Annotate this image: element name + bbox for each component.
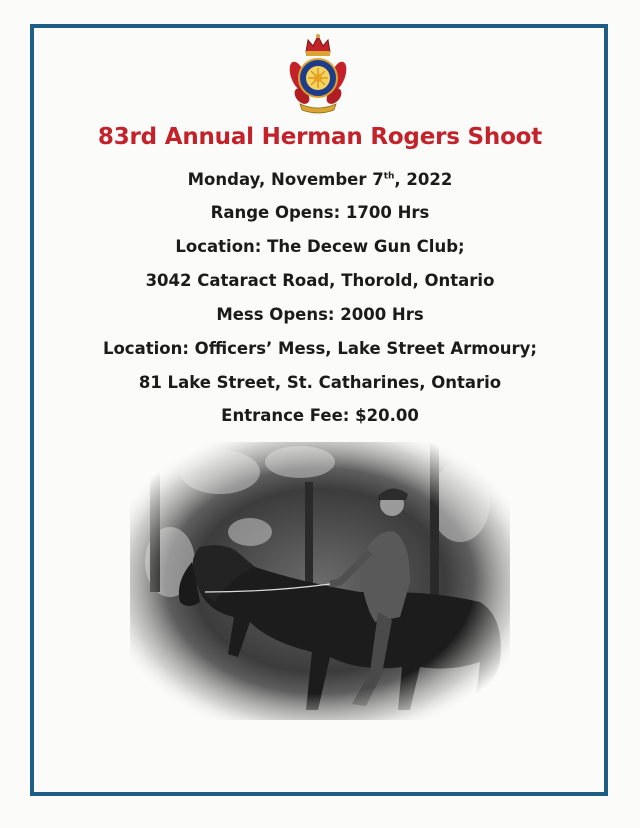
- date-suffix: , 2022: [394, 170, 453, 189]
- address-armoury: 81 Lake Street, St. Catharines, Ontario: [138, 373, 502, 392]
- event-date: [34, 170, 606, 189]
- mounted-officer-photo: [130, 442, 510, 720]
- entrance-fee: Entrance Fee: $20.00: [221, 406, 419, 425]
- range-opens: Range Opens: 1700 Hrs: [210, 203, 430, 222]
- location-officers-mess: Location: Officers’ Mess, Lake Street Armoury;: [102, 339, 538, 358]
- address-gun-club: 3042 Cataract Road, Thorold, Ontario: [145, 271, 495, 290]
- date-prefix: Monday, November 7: [187, 170, 384, 189]
- date-superscript: th: [383, 171, 395, 182]
- regimental-crest-icon: [284, 32, 352, 116]
- event-title: 83rd Annual Herman Rogers Shoot: [97, 124, 543, 150]
- location-gun-club: Location: The Decew Gun Club;: [175, 237, 465, 256]
- mess-opens: Mess Opens: 2000 Hrs: [216, 305, 424, 324]
